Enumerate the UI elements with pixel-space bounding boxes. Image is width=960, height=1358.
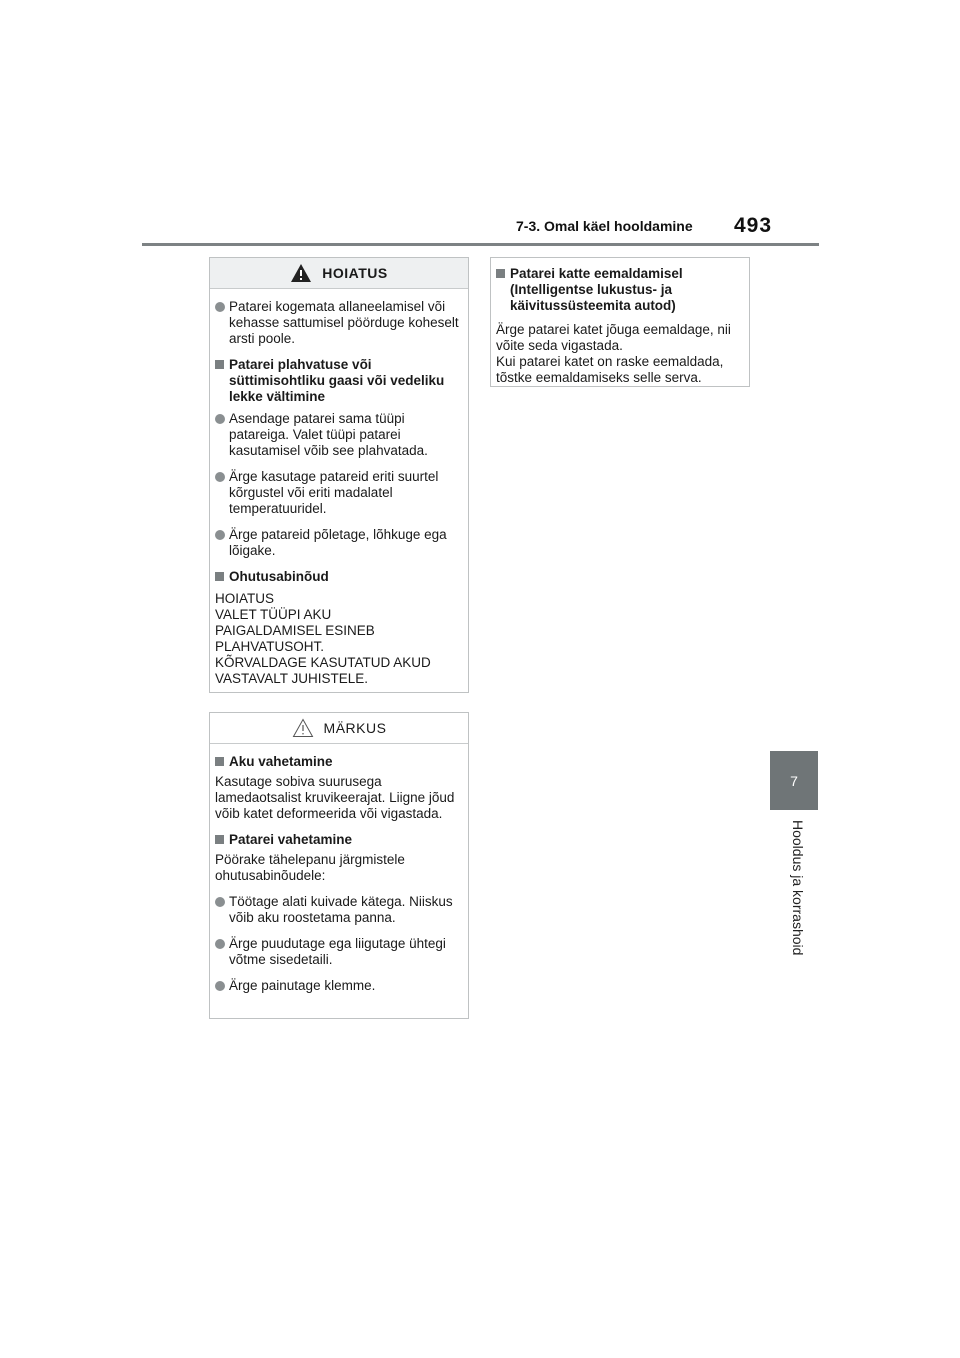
battery-cover-title: Patarei katte eemaldamisel (Intelligentse lukustus- ja käivitussüsteemita autod) — [496, 266, 744, 314]
section-square-icon — [215, 572, 224, 581]
section-square-icon — [215, 757, 224, 766]
section-square-icon — [496, 269, 505, 278]
section-square-icon — [215, 835, 224, 844]
bullet-dot-icon — [215, 414, 225, 424]
warning-section-title: Patarei plahvatuse või süttimisohtliku gaasi või vedeliku lekke vältimine — [215, 357, 463, 405]
safety-label-line: KÕRVALDAGE KASUTATUD AKUD — [215, 655, 431, 670]
bullet-dot-icon — [215, 897, 225, 907]
notice-box-header — [210, 713, 468, 744]
notice-bullet: Töötage alati kuivade kätega. Niiskus võib aku roostetama panna. — [215, 894, 463, 926]
bullet-dot-icon — [215, 472, 225, 482]
page-number: 493 — [734, 214, 773, 237]
notice-section-title: Patarei vahetamine — [215, 832, 463, 848]
notice-title: MÄRKUS — [323, 720, 387, 736]
notice-section-title: Aku vahetamine — [215, 754, 463, 770]
caution-outline-icon — [292, 718, 314, 738]
safety-label-line: PLAHVATUSOHT. — [215, 639, 325, 654]
header-rule — [142, 243, 819, 246]
bullet-dot-icon — [215, 939, 225, 949]
warning-triangle-icon — [290, 263, 312, 283]
chapter-number: 7 — [790, 772, 798, 789]
warning-title: HOIATUS — [322, 265, 388, 281]
chapter-side-label: Hooldus ja korrashoid — [790, 820, 806, 956]
warning-bullet: Ärge patareid põletage, lõhkuge ega lõigake. — [215, 527, 463, 559]
section-title: 7-3. Omal käel hooldamine — [516, 218, 693, 234]
notice-paragraph: Pöörake tähelepanu järgmistele ohutusabinõudele: — [215, 852, 405, 883]
safety-label-line: PAIGALDAMISEL ESINEB — [215, 623, 375, 638]
safety-label-line: VASTAVALT JUHISTELE. — [215, 671, 369, 686]
bullet-dot-icon — [215, 530, 225, 540]
battery-cover-text: Ärge patarei katet jõuga eemaldage, nii võite seda vigastada. Kui patarei katet on raske eemaldada, tõstke eemaldamiseks selle serva. — [496, 322, 731, 385]
warning-box-body — [210, 289, 468, 693]
notice-bullet: Ärge painutage klemme. — [215, 978, 463, 994]
safety-label-line: VALET TÜÜPI AKU — [215, 607, 332, 622]
warning-intro-bullet: Patarei kogemata allaneelamisel või kehasse sattumisel pöörduge koheselt arsti poole. — [215, 299, 463, 347]
warning-box — [209, 257, 469, 693]
battery-cover-box — [490, 257, 750, 387]
warning-box-header — [210, 258, 468, 289]
warning-section-title: Ohutusabinõud — [215, 569, 463, 585]
notice-paragraph: Kasutage sobiva suurusega lamedaotsalist kruvikeerajat. Liigne jõud võib katet deformeerida või vigastada. — [215, 774, 455, 821]
section-square-icon — [215, 360, 224, 369]
notice-box — [209, 712, 469, 1019]
battery-cover-body — [491, 258, 749, 402]
safety-label — [215, 591, 463, 687]
warning-bullet: Asendage patarei sama tüüpi patareiga. Valet tüüpi patarei kasutamisel võib see plahvatada. — [215, 411, 463, 459]
chapter-tab — [770, 751, 818, 810]
notice-box-body — [210, 744, 468, 1010]
warning-bullet: Ärge kasutage patareid eriti suurtel kõrgustel või eriti madalatel temperatuuridel. — [215, 469, 463, 517]
notice-bullet: Ärge puudutage ega liigutage ühtegi võtme sisedetaili. — [215, 936, 463, 968]
safety-label-line: HOIATUS — [215, 591, 275, 606]
bullet-dot-icon — [215, 302, 225, 312]
bullet-dot-icon — [215, 981, 225, 991]
